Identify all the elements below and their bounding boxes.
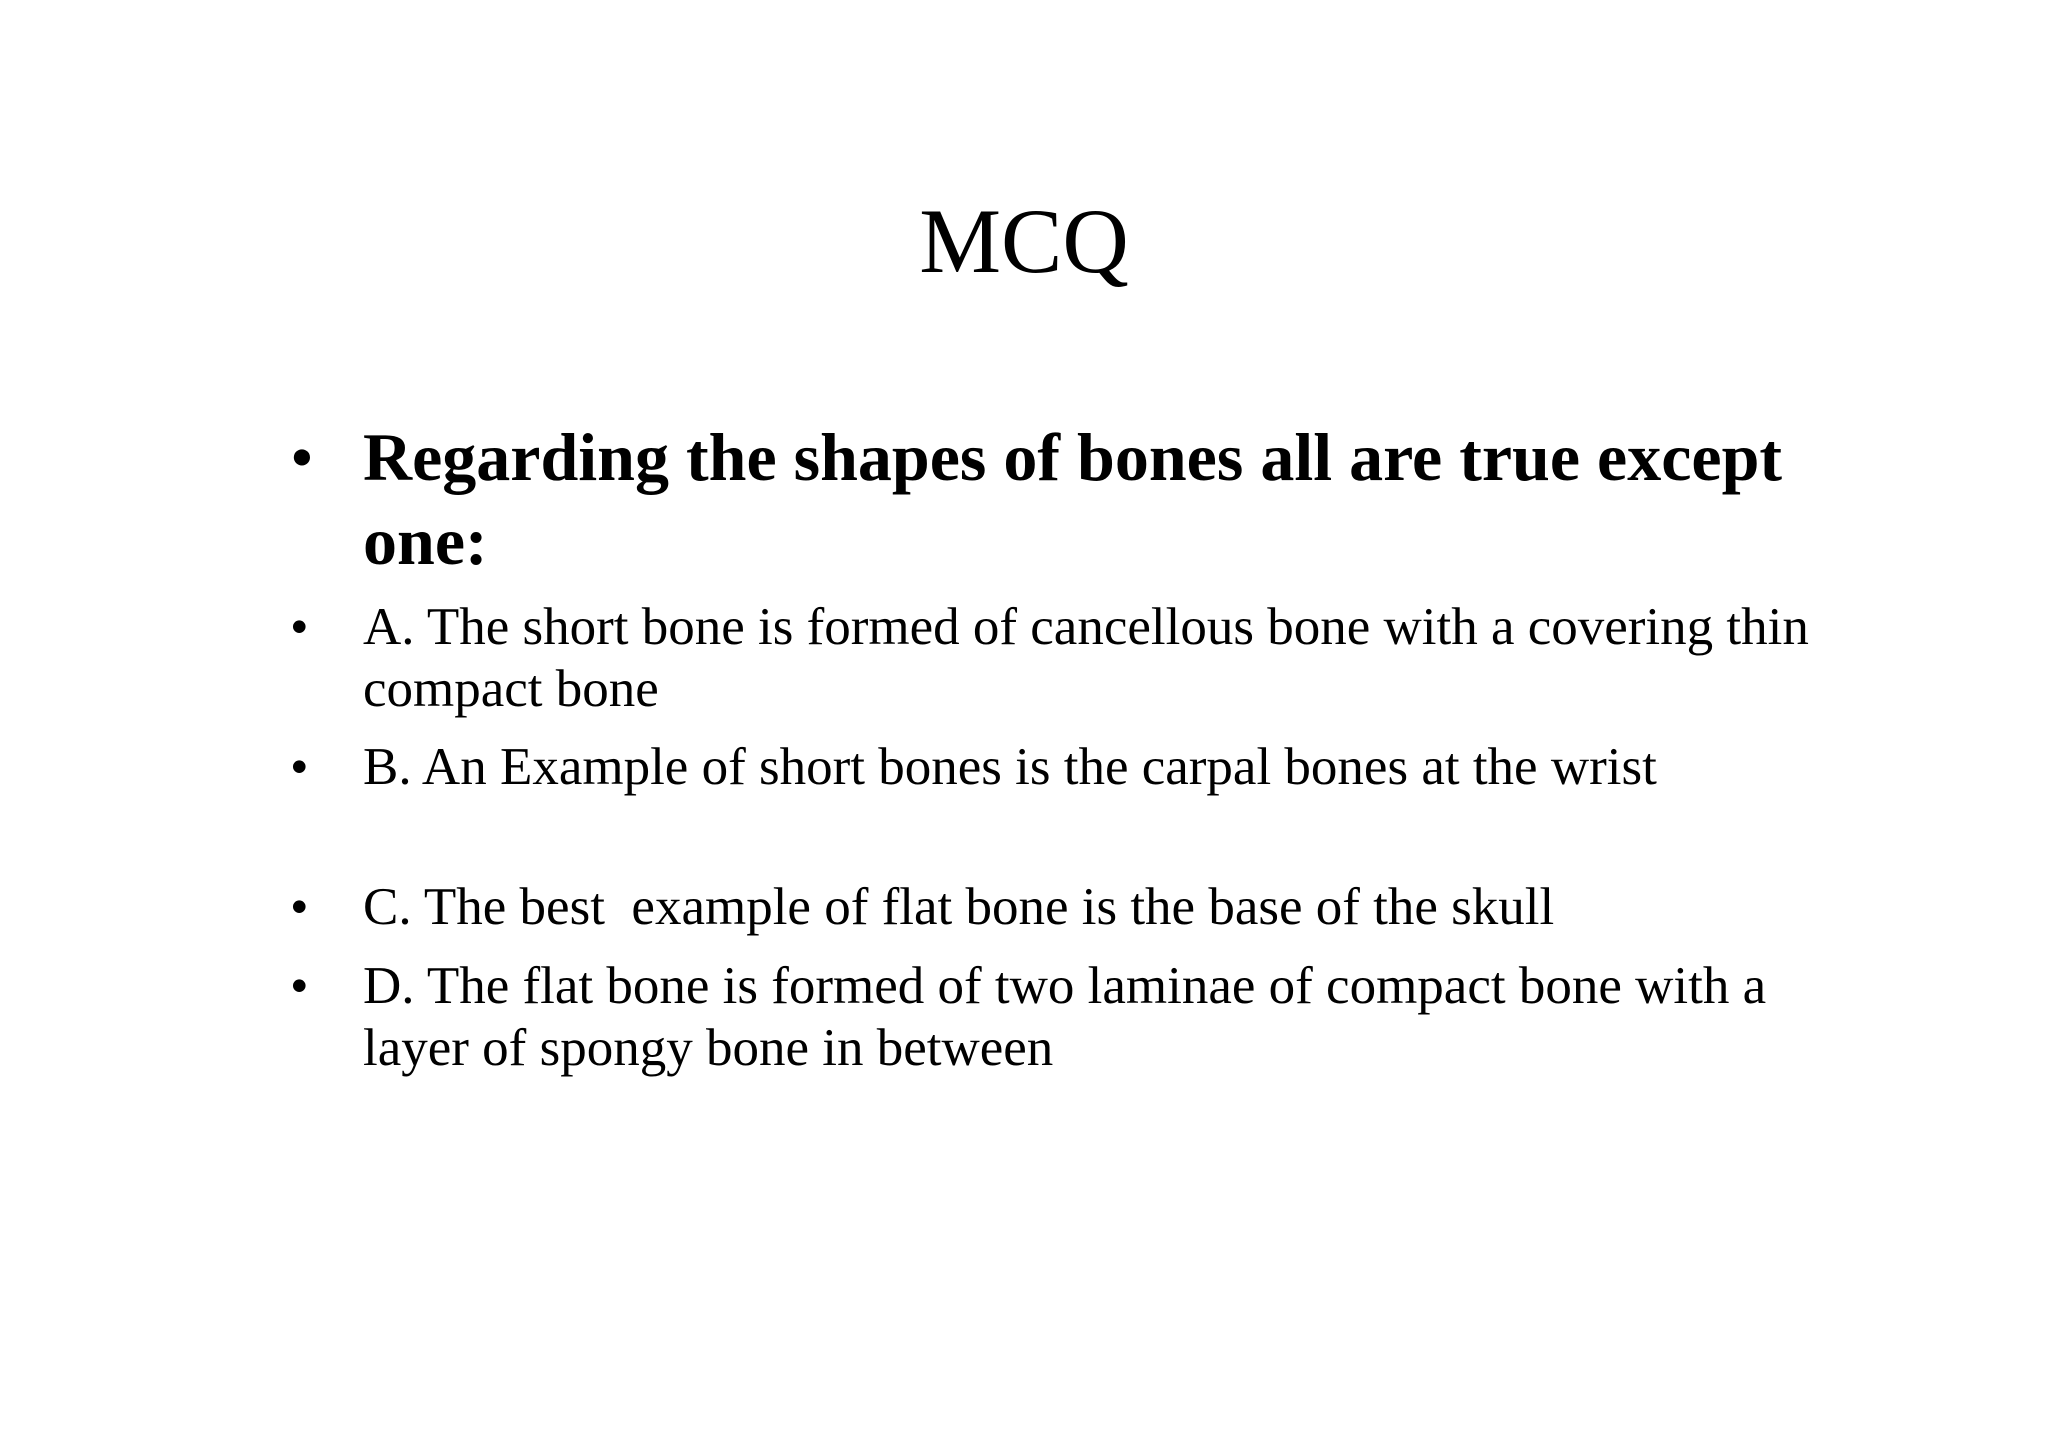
- option-d-text: D. The flat bone is formed of two laminae of compact bone with a layer of spongy bone in between: [363, 957, 1767, 1077]
- bullet-icon: •: [290, 419, 314, 495]
- option-a-text: A. The short bone is formed of cancellous bone with a covering thin compact bone: [363, 598, 1809, 718]
- question-text: Regarding the shapes of bones all are true except one:: [363, 419, 1783, 579]
- bullet-icon: •: [290, 878, 309, 936]
- slide-title: MCQ: [919, 190, 1129, 292]
- bullet-icon: •: [290, 957, 309, 1015]
- option-c-text: C. The best example of flat bone is the base of the skull: [363, 878, 1555, 936]
- option-b-text: B. An Example of short bones is the carpal bones at the wrist: [363, 738, 1657, 796]
- bullet-icon: •: [290, 738, 309, 796]
- bullet-icon: •: [290, 598, 309, 656]
